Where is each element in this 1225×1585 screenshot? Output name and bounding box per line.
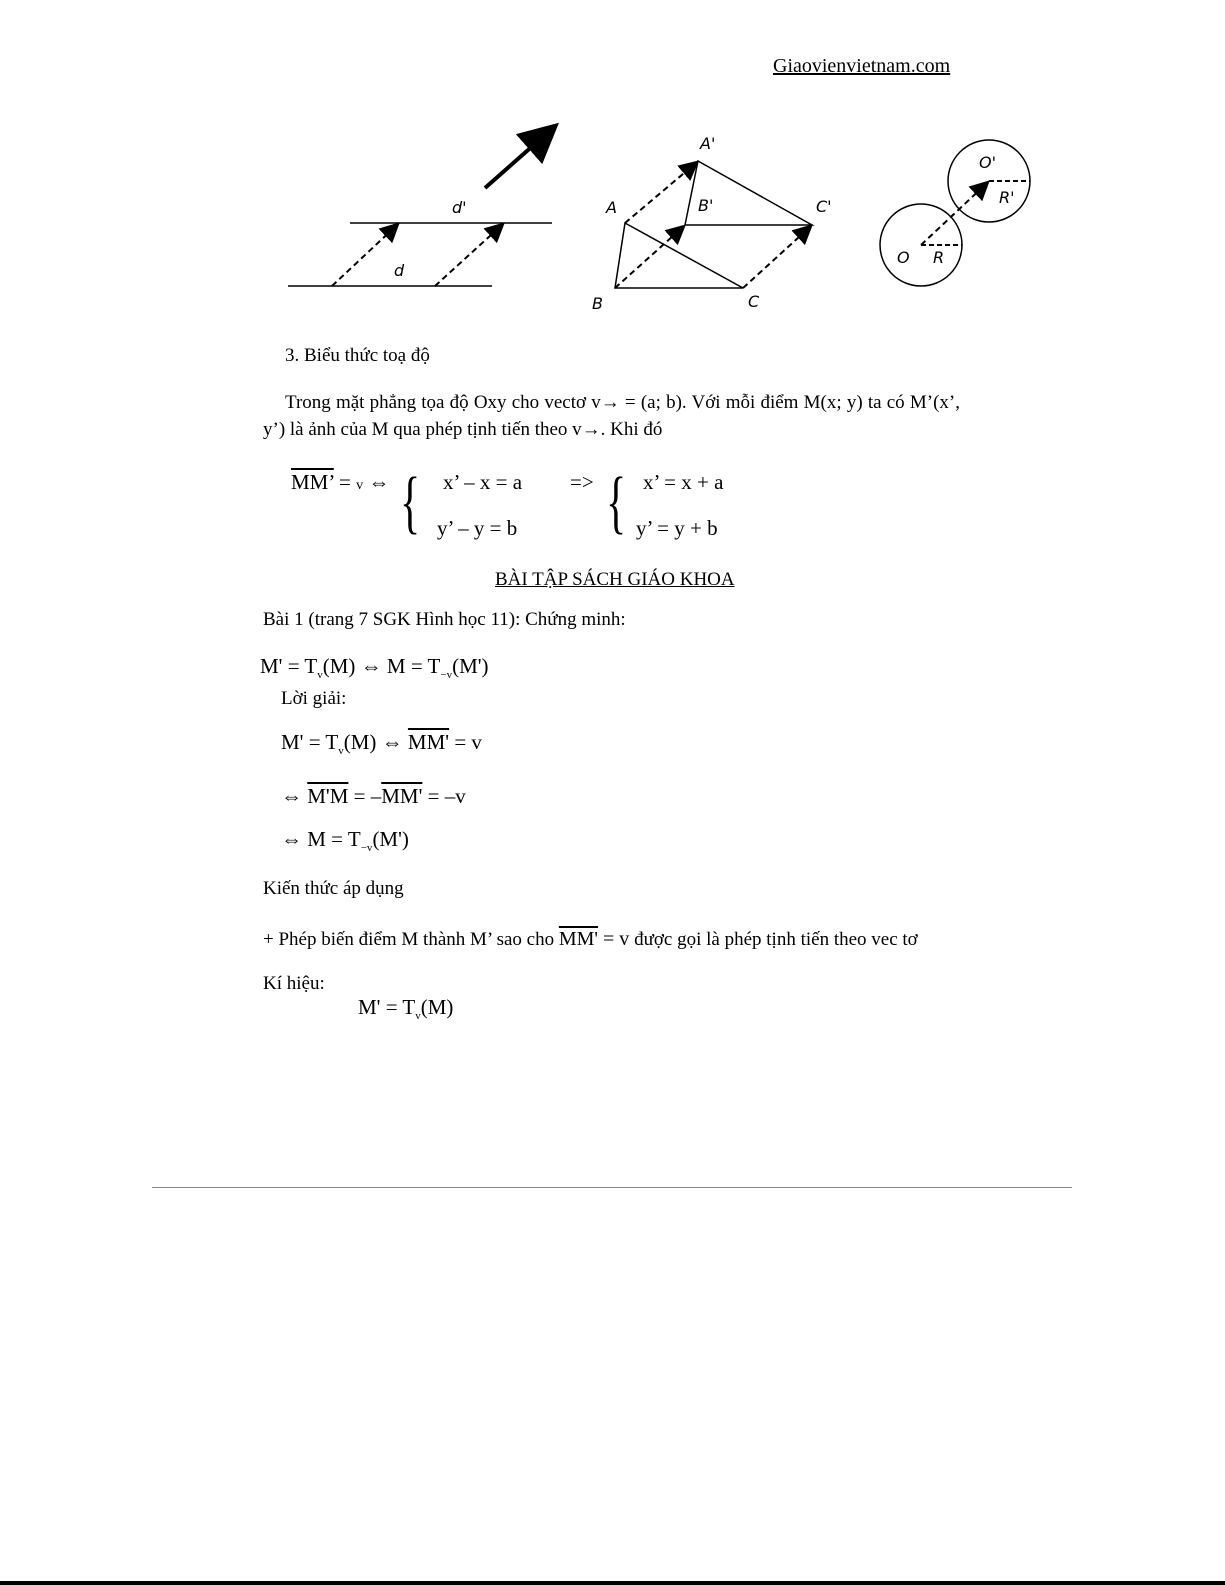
triangle-abc-prime <box>685 161 812 225</box>
formula-iff: ⇔ <box>368 470 390 494</box>
sys1-line1: x’ – x = a <box>443 470 523 494</box>
sys1-line2: y’ – y = b <box>437 516 518 540</box>
formula-v: v <box>356 478 364 493</box>
solution-label: Lời giải: <box>281 688 347 709</box>
figure-circle-translation <box>875 135 1045 295</box>
vector-mm-prime: MM’ <box>291 470 334 494</box>
arrow-a-to-a-prime <box>625 163 696 223</box>
label-r-prime: R' <box>999 188 1015 207</box>
section-title: 3. Biểu thức toạ độ <box>285 345 430 366</box>
brace-left-2: { <box>606 464 627 541</box>
label-b-prime: B' <box>698 196 714 215</box>
label-c-prime: C' <box>816 197 832 216</box>
label-o-prime: O' <box>979 153 996 172</box>
label-a-prime: A' <box>700 134 716 153</box>
section-paragraph: Trong mặt phẳng tọa độ Oxy cho vectơ v→ = (a; b). Với mỗi điểm M(x; y) ta có M’(x’, y’) là ảnh của M qua phép tịnh tiến theo v→. Khi đó <box>263 392 960 440</box>
figure-lines-translation <box>280 120 570 300</box>
bai1-statement: $M' = T_v(M)$ ⇔ $M = T_{-v}(M')$ <box>260 654 489 682</box>
label-d-prime: d' <box>452 198 467 217</box>
figure-triangle-translation <box>590 125 850 320</box>
solution-step-3: ⇔ $M = T_{-v}(M')$ <box>281 827 409 855</box>
arrow-c-to-c-prime <box>743 227 810 288</box>
bottom-border <box>0 1581 1225 1585</box>
site-header: Giaovienvietnam.com <box>773 55 951 77</box>
vector-v-arrow <box>485 128 553 188</box>
formula-implies: => <box>570 470 594 494</box>
translation-arrow-2 <box>435 225 502 286</box>
formula-equals: = <box>339 470 351 494</box>
page-divider <box>152 1187 1072 1188</box>
arrow-o-to-o-prime <box>921 183 987 245</box>
definition-line: + Phép biến điểm M thành M’ sao cho MM' = v được gọi là phép tịnh tiến theo vec tơ <box>263 928 918 950</box>
triangle-abc <box>615 223 743 288</box>
bai1-title: Bài 1 (trang 7 SGK Hình học 11): Chứng minh: <box>263 609 626 630</box>
applied-knowledge-title: Kiến thức áp dụng <box>263 878 404 899</box>
symbol-label: Kí hiệu: <box>263 973 325 994</box>
solution-step-1: $M' = T_v(M)$ ⇔ MM' = v <box>281 730 482 758</box>
symbol-formula: $M' = T_v(M)$ <box>358 995 454 1023</box>
label-b: B <box>592 294 603 313</box>
label-o: O <box>897 248 910 267</box>
label-a: A <box>606 198 617 217</box>
label-r: R <box>933 248 945 267</box>
exercises-heading: BÀI TẬP SÁCH GIÁO KHOA <box>495 569 735 590</box>
sys2-line2: y’ = y + b <box>636 516 718 540</box>
sys2-line1: x’ = x + a <box>643 470 724 494</box>
solution-step-2: ⇔ M'M = –MM' = –v <box>281 784 466 808</box>
label-c: C <box>748 292 760 311</box>
formula-lhs <box>291 470 389 495</box>
brace-left-1: { <box>400 464 421 541</box>
translation-arrow-1 <box>332 225 397 286</box>
label-d: d <box>394 261 405 280</box>
